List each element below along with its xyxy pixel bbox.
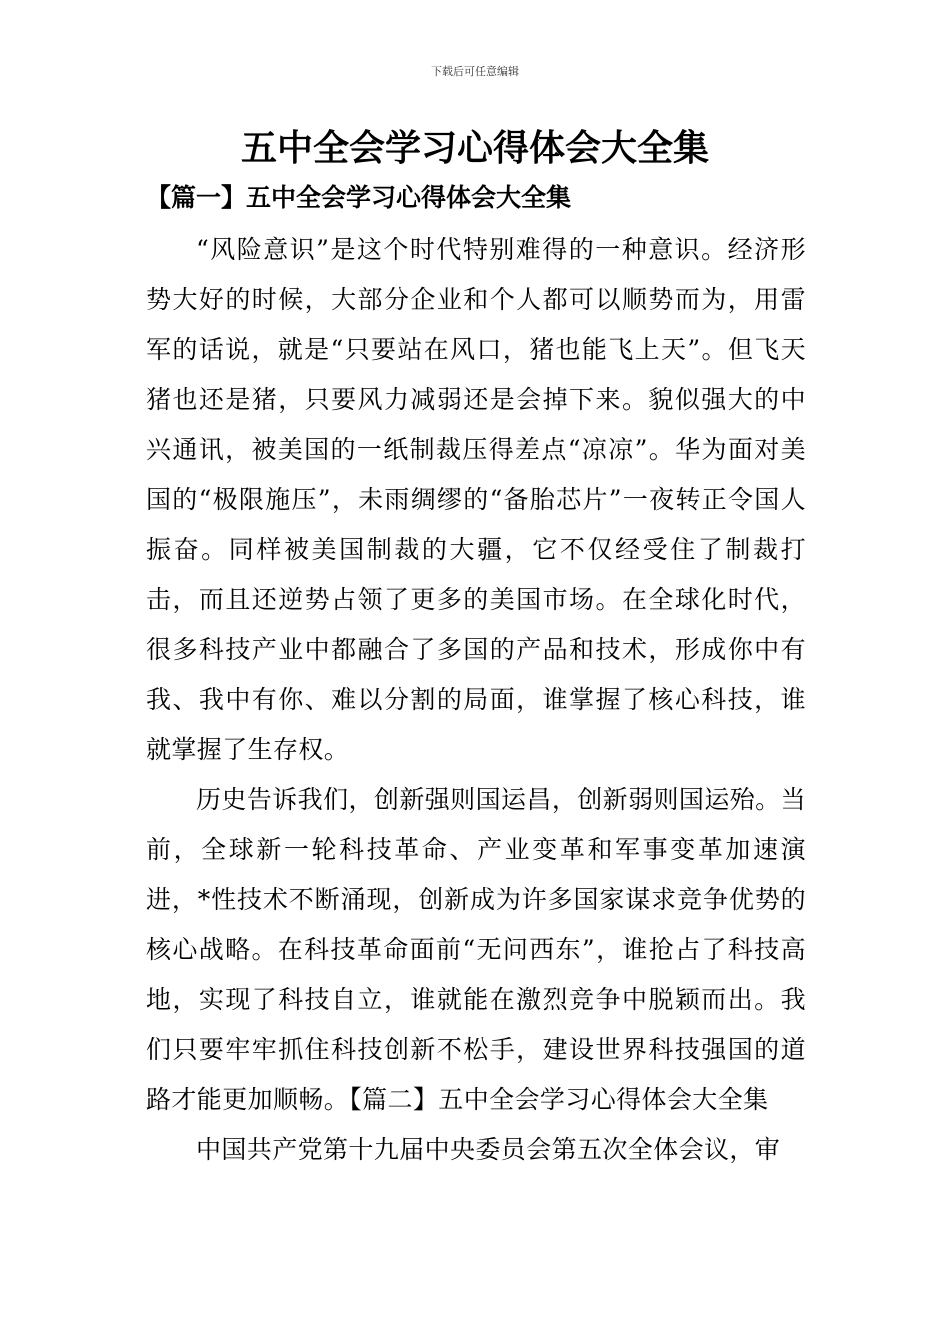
paragraph: 中国共产党第十九届中央委员会第五次全体会议，审 (196, 1135, 781, 1164)
section-one-heading: 【篇一】五中全会学习心得体会大全集 (146, 183, 572, 212)
document-body (146, 225, 806, 1175)
header-note: 下载后可任意编辑 (431, 65, 519, 78)
paragraph: 历史告诉我们，创新强则国运昌，创新弱则国运殆。当前，全球新一轮科技革命、产业变革和军事变革加速演进，*性技术不断涌现，创新成为许多国家谋求竞争优势的核心战略。在科技革命面前“无问西东”，谁抢占了科技高地，实现了科技自立，谁就能在激烈竞争中脱颖而出。我们只要牢牢抓住科技创新不松手，建设世界科技强国的道路才能更加顺畅。【篇二】五中全会学习心得体会大全集 (146, 785, 806, 1114)
document-title: 五中全会学习心得体会大全集 (240, 128, 709, 169)
paragraph: “风险意识”是这个时代特别难得的一种意识。经济形势大好的时候，大部分企业和个人都可以顺势而为，用雷军的话说，就是“只要站在风口，猪也能飞上天”。但飞天猪也还是猪，只要风力减弱还是会掉下来。貌似强大的中兴通讯，被美国的一纸制裁压得差点“凉凉”。华为面对美国的“极限施压”，未雨绸缪的“备胎芯片”一夜转正令国人振奋。同样被美国制裁的大疆，它不仅经受住了制裁打击，而且还逆势占领了更多的美国市场。在全球化时代，很多科技产业中都融合了多国的产品和技术，形成你中有我、我中有你、难以分割的局面，谁掌握了核心科技，谁就掌握了生存权。 (146, 235, 806, 764)
